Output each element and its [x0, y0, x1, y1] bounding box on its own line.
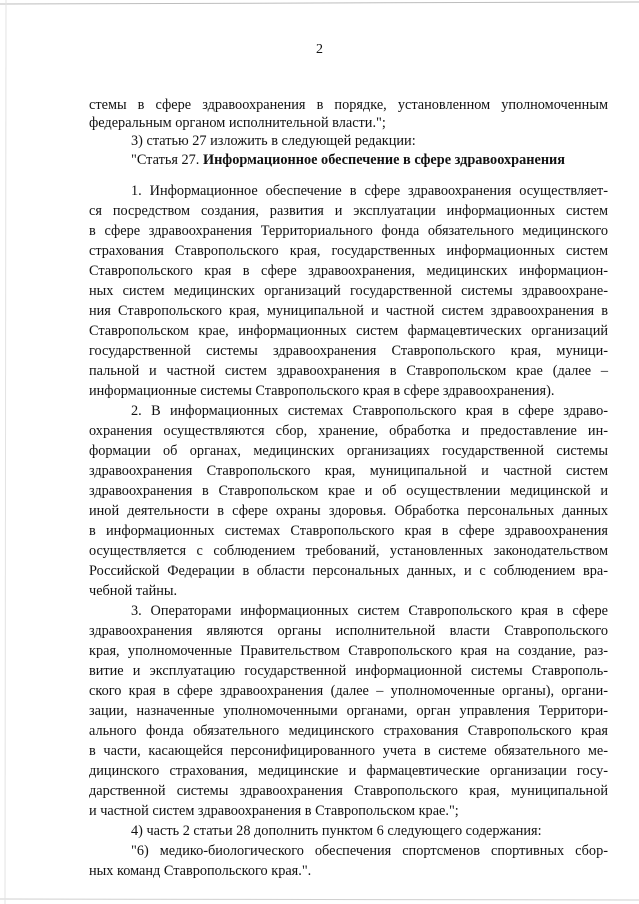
text-line: Ставропольском крае, информационных систем фармацевтических организаций — [89, 323, 608, 339]
text-line: осуществляется с соблюдением требований, установленных законодательством — [89, 543, 608, 559]
text-line: здравоохранения в Ставропольском крае и об осуществлении медицинской и — [89, 483, 608, 499]
text-line: дицинского страхования, медицинские и фармацевтические организации госу- — [89, 763, 608, 779]
text-line: Российской Федерации в области персональных данных, и с соблюдением вра- — [89, 563, 608, 579]
text-line: Ставропольского края в сфере здравоохранения, медицинских информацион- — [89, 263, 608, 279]
text-line: чебной тайны. — [89, 583, 178, 599]
text-line: в информационных системах Ставропольского края в сфере здравоохранения — [89, 523, 608, 539]
text-line: 2. В информационных системах Ставропольского края в сфере здраво- — [131, 403, 608, 419]
text-line: края, уполномоченные Правительством Ставропольского края на создание, раз- — [89, 643, 608, 659]
text-line: ся посредством создания, развития и эксплуатации информационных систем — [89, 203, 608, 219]
text-line: государственной системы здравоохранения Ставропольского края, муници- — [89, 343, 608, 359]
article-heading-title: Информационное обеспечение в сфере здравоохранения — [202, 152, 566, 168]
article-heading-prefix: "Статья 27. — [131, 152, 203, 168]
text-line: витие и эксплуатацию государственной информационной системы Ставрополь- — [89, 663, 608, 679]
text-line: в сфере здравоохранения Территориального фонда обязательного медицинского — [89, 223, 608, 239]
text-line: стемы в сфере здравоохранения в порядке, установленном уполномоченным — [89, 97, 608, 113]
text-line: ных команд Ставропольского края.". — [89, 863, 312, 879]
text-line: пальной и частной систем здравоохранения в Ставропольском крае (далее – — [89, 363, 608, 379]
text-line: 4) часть 2 статьи 28 дополнить пунктом 6 следующего содержания: — [131, 823, 542, 839]
text-line: федеральным органом исполнительной власти."; — [89, 115, 386, 131]
text-line: 3. Операторами информационных систем Ставропольского края в сфере — [131, 603, 608, 619]
text-line: и частной систем здравоохранения в Ставропольском крае."; — [89, 803, 459, 819]
text-line: ния Ставропольского края, муниципальной и частной систем здравоохранения в — [89, 303, 608, 319]
article-heading — [131, 150, 608, 170]
text-line: в части, касающейся персонифицированного учета в системе обязательного ме- — [89, 743, 608, 759]
text-line: ных систем медицинских организаций государственной системы здравоохране- — [89, 283, 608, 299]
text-line: здравоохранения Ставропольского края, муниципальной и частной систем — [89, 463, 608, 479]
text-line: зации, назначенные уполномоченными органами, орган управления Территори- — [89, 703, 608, 719]
text-line: здравоохранения являются органы исполнительной власти Ставропольского — [89, 623, 608, 639]
text-line: охранения осуществляются сбор, хранение, обработка и предоставление ин- — [89, 423, 608, 439]
text-line: дарственной системы здравоохранения Ставропольского края, муниципальной — [89, 783, 608, 799]
text-line: "6) медико-биологического обеспечения спортсменов спортивных сбор- — [131, 843, 608, 859]
text-line: 3) статью 27 изложить в следующей редакции: — [131, 133, 416, 149]
text-line: 1. Информационное обеспечение в сфере здравоохранения осуществляет- — [131, 183, 608, 199]
text-line: информационные системы Ставропольского края в сфере здравоохранения). — [89, 383, 555, 399]
text-line: иной деятельности в сфере охраны здоровья. Обработка персональных данных — [89, 503, 608, 519]
text-line: ского края в сфере здравоохранения (далее – уполномоченные органы), органи- — [89, 683, 608, 699]
text-line: ального фонда обязательного медицинского страхования Ставропольского края — [89, 723, 608, 739]
text-line: страхования Ставропольского края, государственных информационных систем — [89, 243, 608, 259]
page-number: 2 — [316, 42, 323, 57]
text-line: формации об органах, медицинских организациях государственной системы — [89, 443, 608, 459]
